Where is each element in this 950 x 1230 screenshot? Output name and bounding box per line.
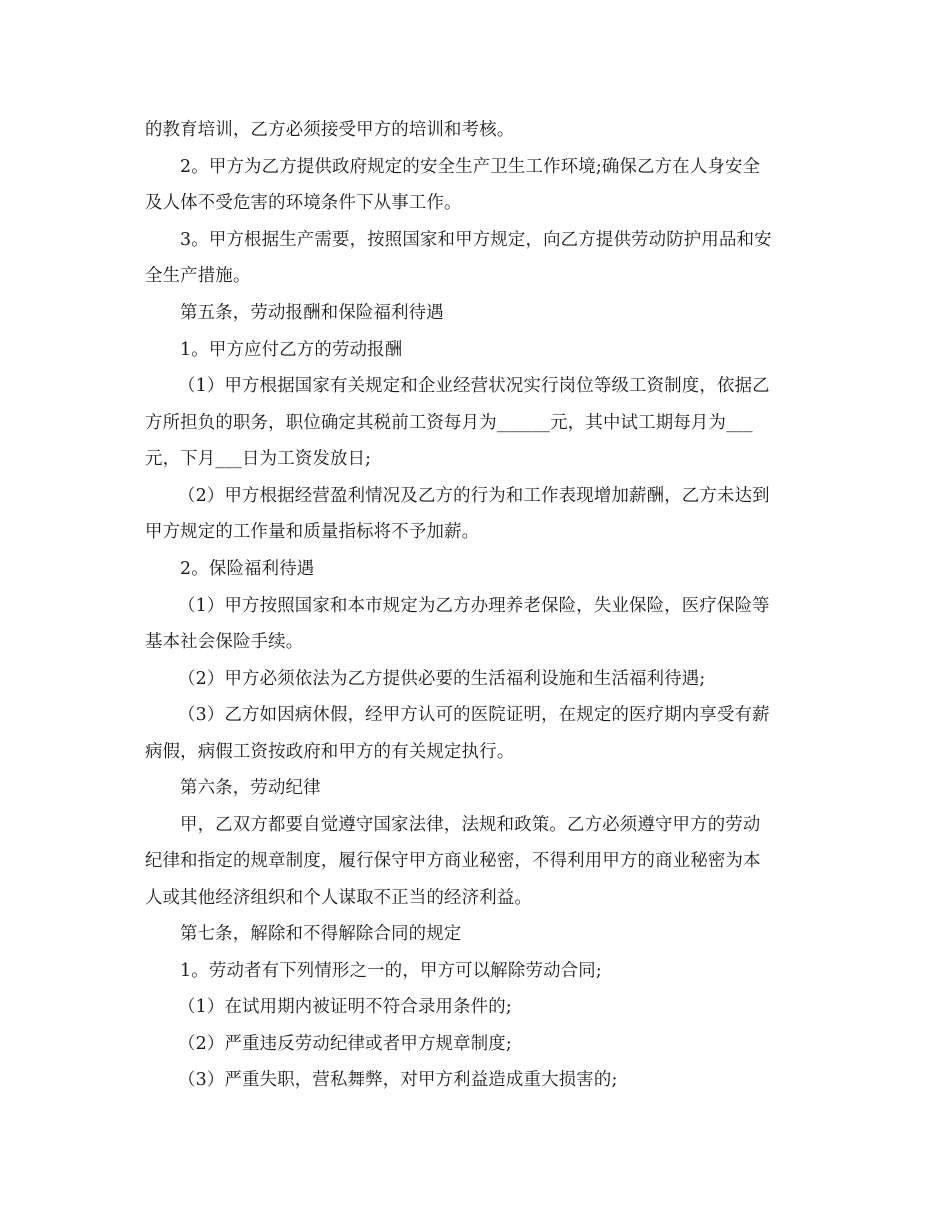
text-line: 甲方规定的工作量和质量指标将不予加薪。 bbox=[145, 522, 480, 542]
text-line: 全生产措施。 bbox=[145, 266, 251, 286]
text-line: （1）在试用期内被证明不符合录用条件的; bbox=[178, 997, 512, 1017]
text-line: 的教育培训，乙方必须接受甲方的培训和考核。 bbox=[145, 120, 515, 140]
text-line: （1）甲方根据国家有关规定和企业经营状况实行岗位等级工资制度，依据乙 bbox=[178, 376, 770, 396]
text-line: 1。劳动者有下列情形之一的，甲方可以解除劳动合同; bbox=[180, 961, 602, 981]
text-line: （2）严重违反劳动纪律或者甲方规章制度; bbox=[178, 1034, 512, 1054]
text-line: 纪律和指定的规章制度，履行保守甲方商业秘密，不得利用甲方的商业秘密为本 bbox=[145, 851, 761, 871]
text-line: 2。甲方为乙方提供政府规定的安全生产卫生工作环境;确保乙方在人身安全 bbox=[180, 157, 761, 177]
text-line: 病假，病假工资按政府和甲方的有关规定执行。 bbox=[145, 742, 515, 762]
text-line: 方所担负的职务，职位确定其税前工资每月为______元，其中试工期每月为___ bbox=[145, 413, 753, 433]
text-line: （3）乙方如因病休假，经甲方认可的医院证明，在规定的医疗期内享受有薪 bbox=[178, 705, 770, 725]
text-line: 1。甲方应付乙方的劳动报酬 bbox=[180, 340, 403, 360]
text-line: （2）甲方根据经营盈利情况及乙方的行为和工作表现增加薪酬，乙方未达到 bbox=[178, 486, 770, 506]
text-line: （2）甲方必须依法为乙方提供必要的生活福利设施和生活福利待遇; bbox=[178, 669, 706, 689]
text-line: 基本社会保险手续。 bbox=[145, 632, 304, 652]
section-heading: 第六条，劳动纪律 bbox=[180, 778, 321, 798]
section-heading: 第五条，劳动报酬和保险福利待遇 bbox=[180, 303, 444, 323]
text-line: 3。甲方根据生产需要，按照国家和甲方规定，向乙方提供劳动防护用品和安 bbox=[180, 230, 772, 250]
section-heading: 第七条，解除和不得解除合同的规定 bbox=[180, 924, 462, 944]
text-line: （3）严重失职，营私舞弊，对甲方利益造成重大损害的; bbox=[178, 1070, 618, 1090]
text-line: （1）甲方按照国家和本市规定为乙方办理养老保险，失业保险，医疗保险等 bbox=[178, 596, 770, 616]
text-line: 及人体不受危害的环境条件下从事工作。 bbox=[145, 193, 462, 213]
text-line: 2。保险福利待遇 bbox=[180, 559, 315, 579]
text-line: 元，下月___日为工资发放日; bbox=[145, 449, 372, 469]
text-line: 人或其他经济组织和个人谋取不正当的经济利益。 bbox=[145, 888, 532, 908]
text-line: 甲，乙双方都要自觉遵守国家法律，法规和政策。乙方必须遵守甲方的劳动 bbox=[180, 815, 761, 835]
